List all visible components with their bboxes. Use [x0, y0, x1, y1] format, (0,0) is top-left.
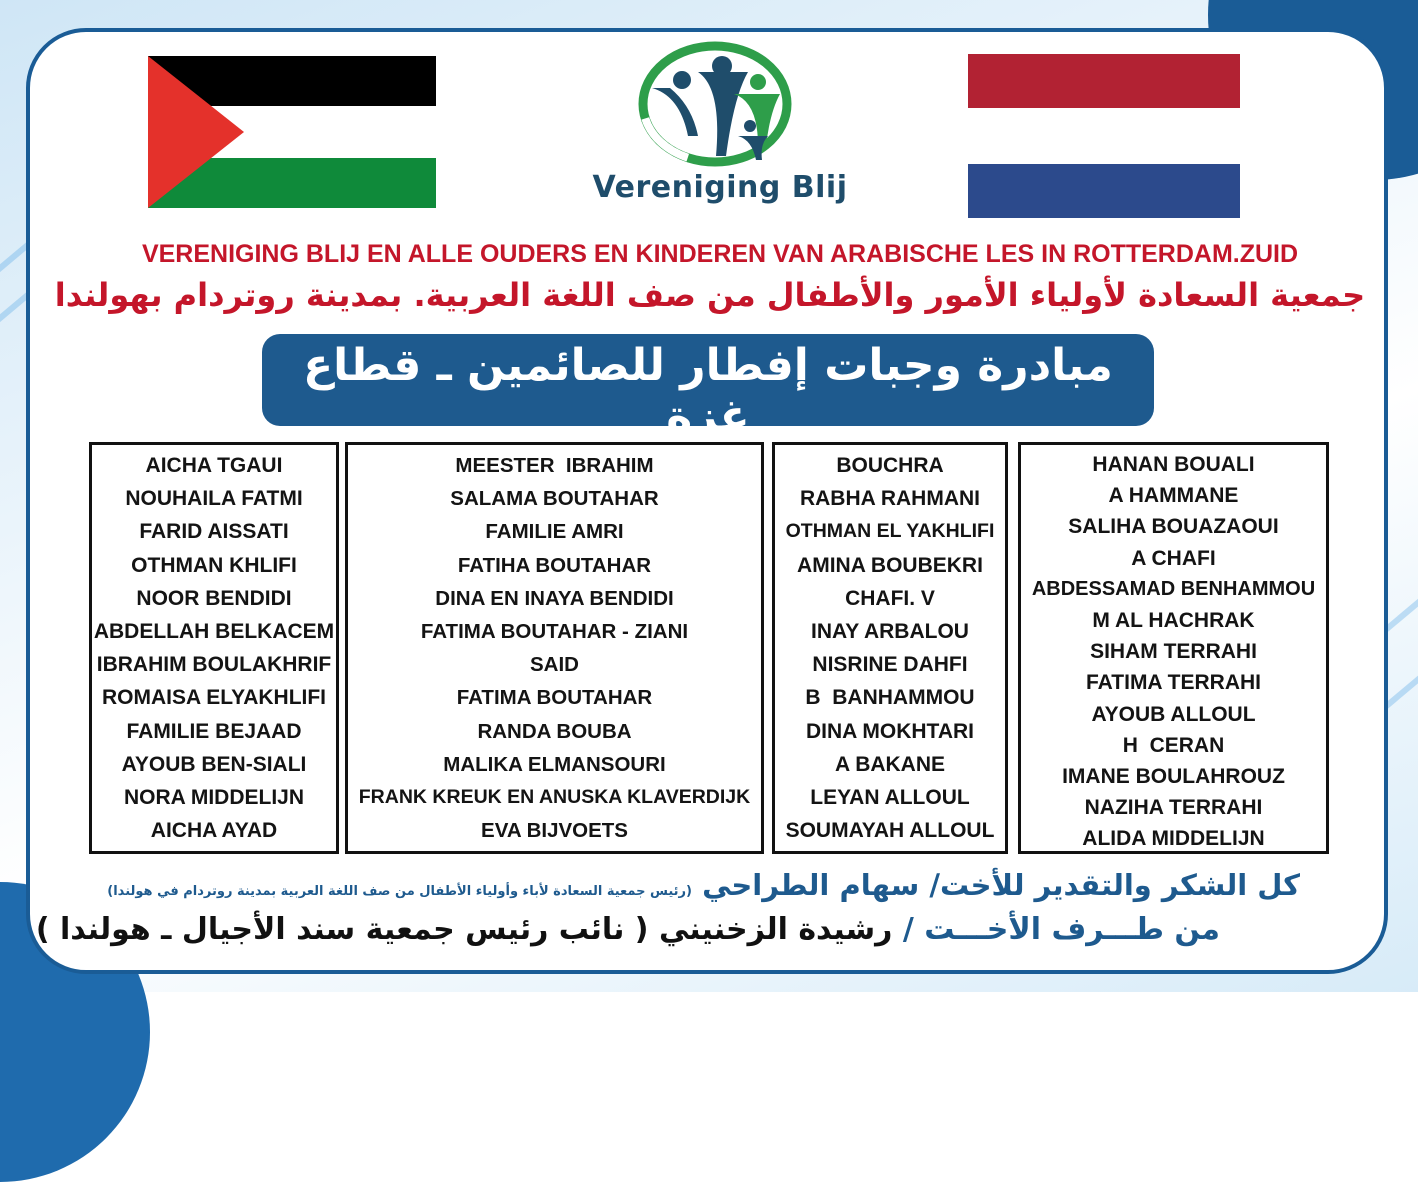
- donor-name: CHAFI. V: [845, 586, 935, 610]
- donor-name: ABDELLAH BELKACEM: [93, 620, 335, 644]
- donor-name: LEYAN ALLOUL: [810, 786, 970, 810]
- donor-name: NISRINE DAHFI: [812, 653, 968, 677]
- donor-name: IMANE BOULAHROUZ: [1062, 765, 1285, 789]
- vereniging-blij-logo-icon: [630, 36, 800, 176]
- donor-name: MALIKA ELMANSOURI: [443, 752, 666, 776]
- donor-name: A BAKANE: [834, 752, 946, 776]
- donor-name: MEESTER IBRAHIM: [455, 454, 654, 477]
- donor-name: BOUCHRA: [836, 454, 944, 477]
- donor-name: FATIHA BOUTAHAR: [457, 553, 652, 577]
- donor-name: NORA MIDDELIJN: [123, 786, 305, 810]
- donor-name: SALAMA BOUTAHAR: [450, 487, 659, 511]
- donor-name: OTHMAN EL YAKHLIFI: [785, 520, 995, 543]
- donor-name: EVA BIJVOETS: [481, 819, 628, 843]
- thanks-main: كل الشكر والتقدير للأخت/ سهام الطراحي: [702, 868, 1300, 902]
- donor-name: ALIDA MIDDELIJN: [1082, 827, 1265, 851]
- from-text: رشيدة الزخنيني ( نائب رئيس جمعية سند الأجيال ـ هولندا ): [35, 912, 893, 947]
- headline-dutch: VERENIGING BLIJ EN ALLE OUDERS EN KINDEREN VAN ARABISCHE LES IN ROTTERDAM.ZUID: [141, 240, 1299, 268]
- palestine-flag-icon: [148, 56, 436, 208]
- donor-name: HANAN BOUALI: [1092, 453, 1255, 476]
- donor-name: FATIMA TERRAHI: [1086, 671, 1261, 695]
- donor-name: M AL HACHRAK: [1092, 609, 1255, 633]
- logo-wordmark: Vereniging Blij: [592, 170, 848, 205]
- donor-name: SOUMAYAH ALLOUL: [785, 819, 995, 843]
- donor-name: FRANK KREUK EN ANUSKA KLAVERDIJK: [358, 786, 751, 809]
- from-prefix: من طـــرف الأخـــت /: [902, 912, 1220, 947]
- donor-name: INAY ARBALOU: [811, 620, 969, 644]
- donor-name: AMINA BOUBEKRI: [797, 553, 983, 577]
- donor-name: RANDA BOUBA: [477, 719, 632, 743]
- names-column-1: [89, 442, 339, 854]
- donor-name: FATIMA BOUTAHAR - ZIANI: [420, 620, 689, 644]
- donor-name: FARID AISSATI: [139, 520, 289, 544]
- donor-name: AYOUB BEN-SIALI: [121, 752, 307, 776]
- donor-name: B BANHAMMOU: [805, 686, 975, 710]
- thanks-note: (رئيس جمعية السعادة لأباء وأولياء الأطفال من صف اللغة العربية بمدينة روتردام في هولندا): [107, 884, 692, 899]
- from-line: [35, 912, 1220, 947]
- donor-name: SIHAM TERRAHI: [1090, 640, 1257, 664]
- donor-name: ROMAISA ELYAKHLIFI: [101, 686, 327, 710]
- thanks-line: [107, 868, 1300, 902]
- donor-name: DINA EN INAYA BENDIDI: [435, 586, 674, 610]
- donor-name: ABDESSAMAD BENHAMMOU: [1031, 577, 1316, 600]
- donor-name: IBRAHIM BOULAKHRIF: [96, 653, 332, 677]
- names-column-2: [345, 442, 764, 854]
- donor-name: DINA MOKHTARI: [806, 719, 974, 743]
- donor-name: SALIHA BOUAZAOUI: [1068, 515, 1279, 539]
- donor-name: FAMILIE AMRI: [485, 520, 624, 544]
- title-text: مبادرة وجبات إفطار للصائمين ـ قطاع غزة: [303, 340, 1113, 442]
- donor-name: H CERAN: [1122, 733, 1225, 757]
- netherlands-flag-icon: [968, 54, 1240, 218]
- donor-name: NAZIHA TERRAHI: [1084, 796, 1263, 820]
- headline-arabic: جمعية السعادة لأولياء الأمور والأطفال من صف اللغة العربية. بمدينة روتردام بهولندا: [54, 276, 1366, 314]
- donor-name: NOOR BENDIDI: [136, 586, 292, 610]
- donor-name: A HAMMANE: [1108, 484, 1239, 508]
- donor-name: OTHMAN KHLIFI: [131, 553, 297, 577]
- donor-name: NOUHAILA FATMI: [125, 487, 303, 511]
- names-column-4: [1018, 442, 1329, 854]
- donor-name: AYOUB ALLOUL: [1091, 702, 1256, 726]
- donor-name: RABHA RAHMANI: [799, 487, 981, 511]
- donor-name: FAMILIE BEJAAD: [126, 719, 302, 743]
- donor-name: AICHA TGAUI: [145, 454, 283, 477]
- donor-name: A CHAFI: [1131, 546, 1216, 570]
- donor-name: SAID: [530, 653, 579, 677]
- donor-name: AICHA AYAD: [150, 819, 278, 843]
- names-column-3: [772, 442, 1008, 854]
- donor-name: FATIMA BOUTAHAR: [456, 686, 653, 710]
